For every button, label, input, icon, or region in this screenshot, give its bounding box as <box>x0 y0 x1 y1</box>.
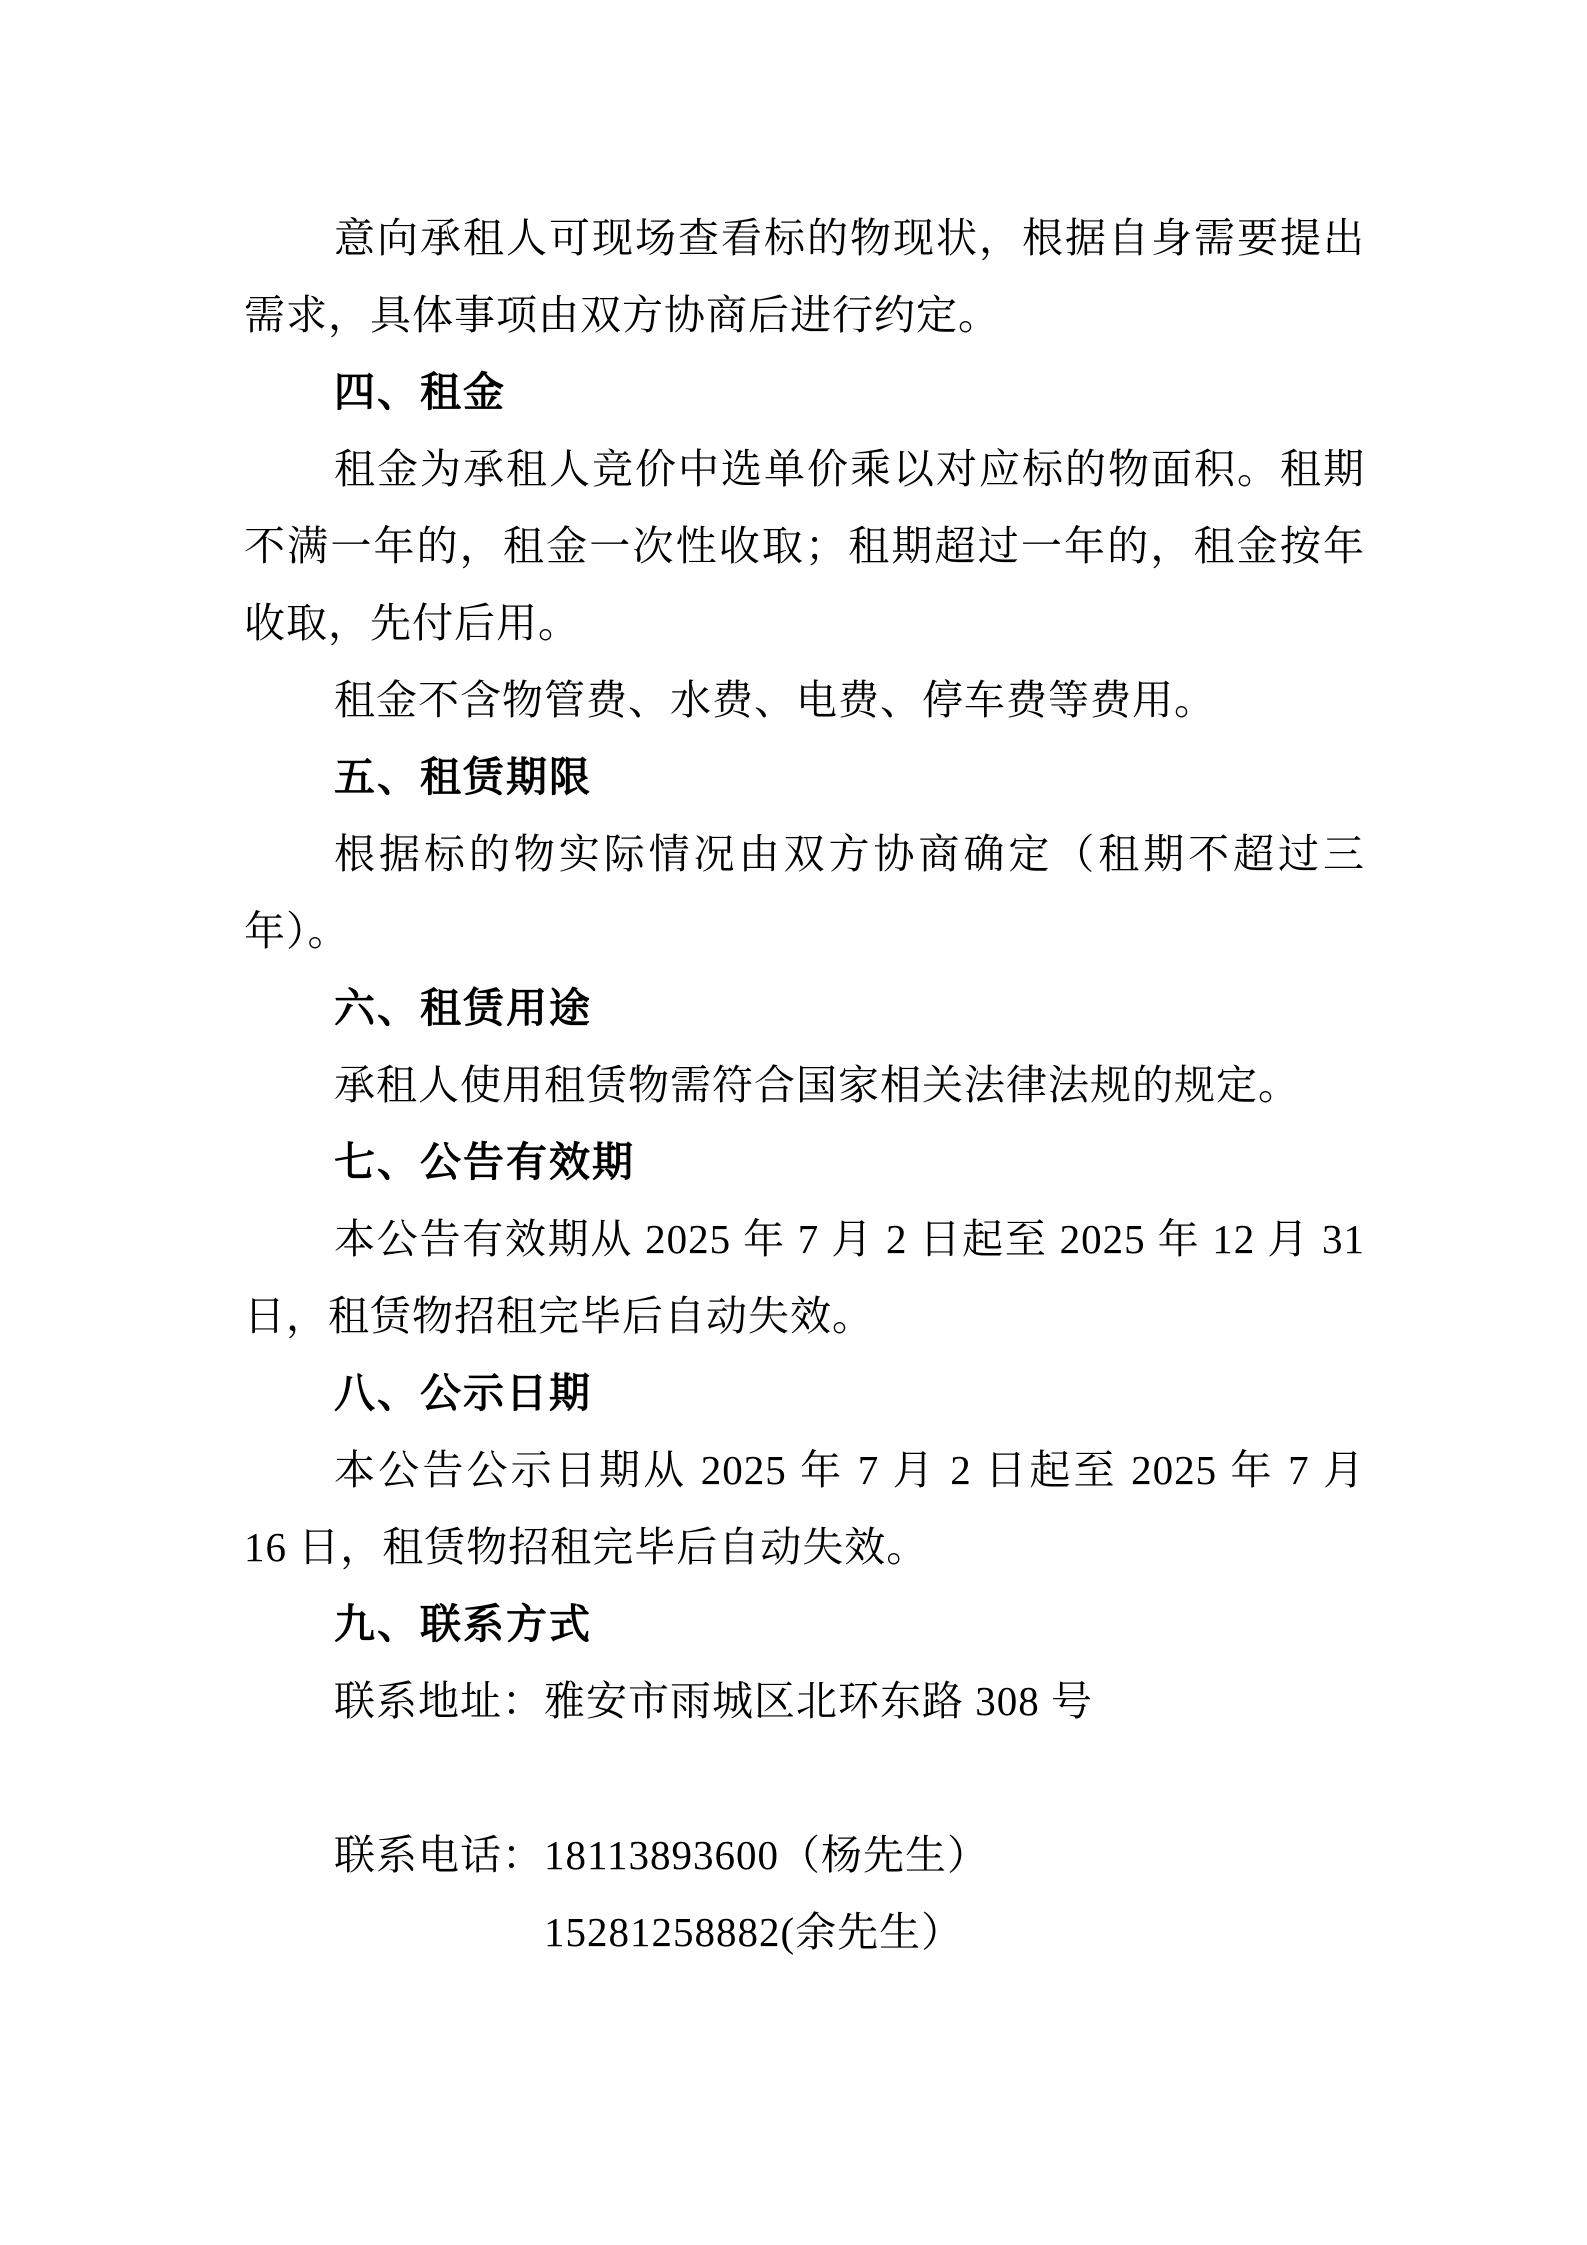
paragraph-lease-usage: 承租人使用租赁物需符合国家相关法律法规的规定。 <box>334 1062 1300 1108</box>
paragraph-lease-term: 根据标的物实际情况由双方协商确定（租期不超过三年）。 <box>244 831 1365 954</box>
paragraph-rent-excluded-fees: 租金不含物管费、水费、电费、停车费等费用。 <box>334 677 1216 723</box>
paragraph-announcement-validity: 本公告有效期从 2025 年 7 月 2 日起至 2025 年 12 月 31 日，租赁物招租完毕后自动失效。 <box>244 1216 1365 1339</box>
section-heading-rent: 四、租金 <box>334 368 506 416</box>
paragraph-rent-calculation: 租金为承租人竞价中选单价乘以对应标的物面积。租期不满一年的，租金一次性收取；租期超过一年的，租金按年收取，先付后用。 <box>244 446 1365 646</box>
paragraph-contact-address: 联系地址：雅安市雨城区北环东路 308 号 <box>334 1678 1093 1724</box>
section-heading-contact-info: 九、联系方式 <box>334 1600 592 1648</box>
section-heading-lease-term: 五、租赁期限 <box>334 753 592 801</box>
paragraph-site-visit: 意向承租人可现场查看标的物现状，根据自身需要提出需求，具体事项由双方协商后进行约定。 <box>244 215 1365 338</box>
paragraph-publicity-date: 本公告公示日期从 2025 年 7 月 2 日起至 2025 年 7 月 16 日，租赁物招租完毕后自动失效。 <box>244 1447 1365 1570</box>
paragraph-contact-phone-2: 15281258882(余先生） <box>544 1909 964 1955</box>
section-heading-publicity-date: 八、公示日期 <box>334 1369 592 1417</box>
section-heading-announcement-validity: 七、公告有效期 <box>334 1138 635 1186</box>
section-heading-lease-usage: 六、租赁用途 <box>334 984 592 1032</box>
paragraph-contact-phone-1: 联系电话：18113893600（杨先生） <box>334 1832 989 1878</box>
